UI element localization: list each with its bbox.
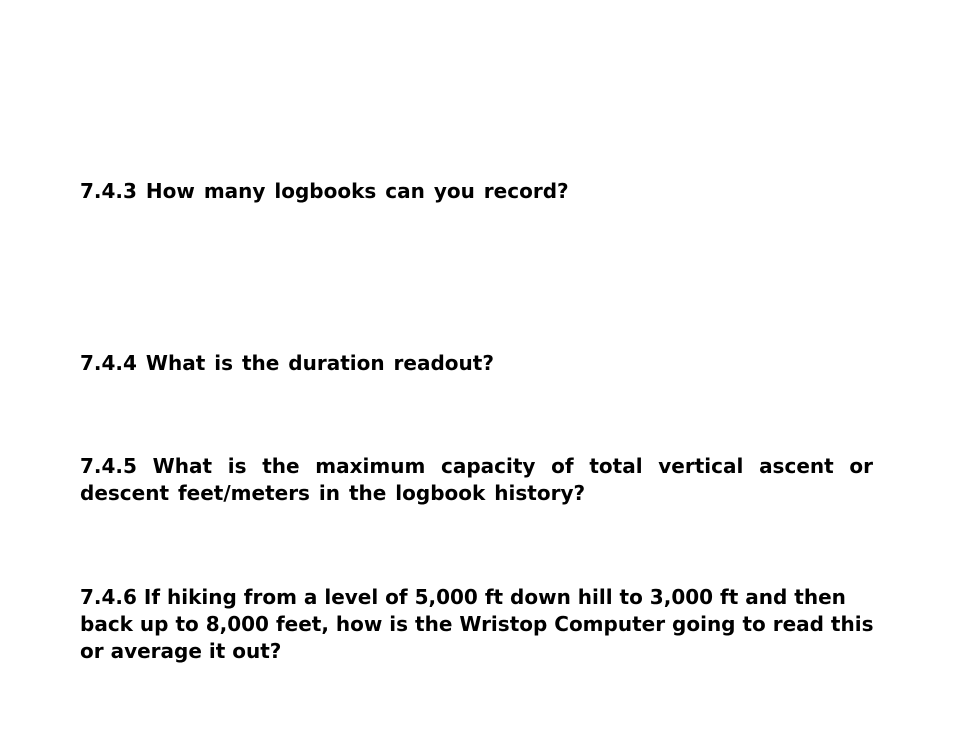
question-7-4-6: 7.4.6 If hiking from a level of 5,000 ft down hill to 3,000 ft and then back up to 8,000 feet, how is the Wristop Computer going to read this or average it out? bbox=[80, 585, 874, 663]
question-7-4-3: 7.4.3 How many logbooks can you record? bbox=[80, 179, 569, 203]
question-7-4-4: 7.4.4 What is the duration readout? bbox=[80, 351, 494, 375]
question-7-4-5: 7.4.5 What is the maximum capacity of total vertical ascent or descent feet/meters in the logbook history? bbox=[80, 454, 873, 505]
